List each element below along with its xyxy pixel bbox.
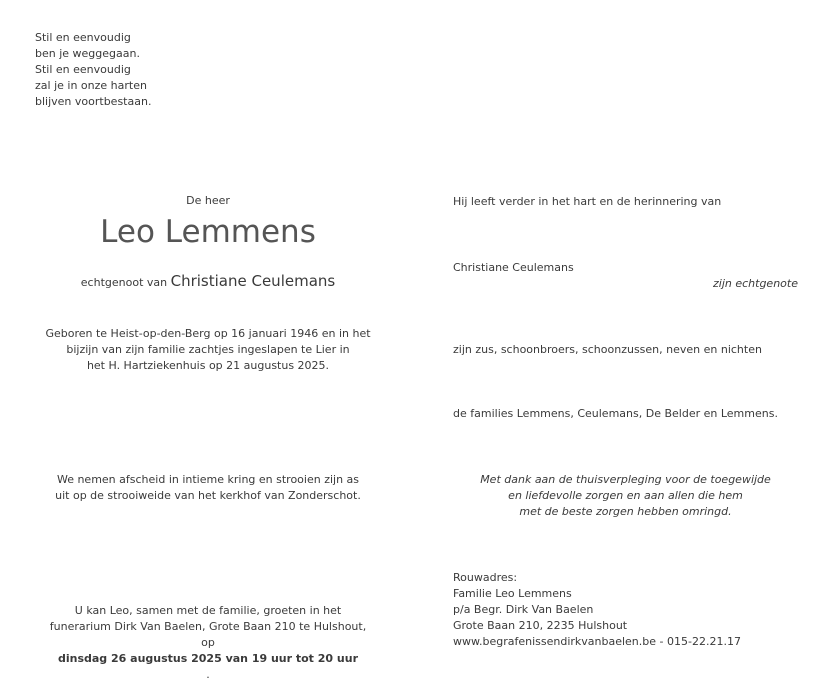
mourner-spouse-role: zijn echtgenote	[713, 277, 798, 290]
poem-line: blijven voortbestaan.	[35, 95, 152, 108]
visit-line: U kan Leo, samen met de familie, groeten in het	[74, 604, 342, 617]
thanks-line: Met dank aan de thuisverpleging voor de toegewijde	[480, 473, 771, 486]
title-de-heer: De heer	[186, 194, 230, 207]
poem-line: Stil en eenvoudig	[35, 31, 131, 44]
address-line: Grote Baan 210, 2235 Hulshout	[453, 619, 628, 632]
birth-line: bijzijn van zijn familie zachtjes ingeslapen te Lier in	[66, 343, 350, 356]
poem-line: Stil en eenvoudig	[35, 63, 131, 76]
birth-death-text	[40, 326, 376, 374]
thanks-line: met de beste zorgen hebben omringd.	[519, 505, 732, 518]
poem-line: ben je weggegaan.	[35, 47, 140, 60]
spouse-line	[40, 273, 376, 291]
address-line: p/a Begr. Dirk Van Baelen	[453, 603, 594, 616]
visit-date: dinsdag 26 augustus 2025 van 19 uur tot 20 uur	[57, 652, 358, 665]
farewell-text	[40, 472, 376, 504]
poem-line: zal je in onze harten	[35, 79, 147, 92]
mourning-address	[453, 570, 741, 650]
visit-line: funerarium Dirk Van Baelen, Grote Baan 210 te Hulshout,	[49, 620, 367, 633]
mourner-families: de families Lemmens, Ceulemans, De Belder en Lemmens.	[453, 407, 778, 420]
poem	[35, 30, 151, 110]
address-line: Familie Leo Lemmens	[453, 587, 572, 600]
visitation-text	[40, 603, 376, 683]
farewell-line: uit op de strooiweide van het kerkhof van Zonderschot.	[55, 489, 361, 502]
address-line: Rouwadres:	[453, 571, 518, 584]
visit-prefix: op	[201, 636, 215, 649]
farewell-line: We nemen afscheid in intieme kring en strooien zijn as	[56, 473, 360, 486]
spouse-name: Christiane Ceulemans	[170, 272, 336, 290]
mourner-relatives: zijn zus, schoonbroers, schoonzussen, neven en nichten	[453, 343, 762, 356]
thanks-line: en liefdevolle zorgen en aan allen die hem	[508, 489, 743, 502]
deceased-name: Leo Lemmens	[100, 214, 316, 250]
mourner-spouse: Christiane Ceulemans	[453, 261, 574, 274]
address-line: www.begrafenissendirkvanbaelen.be - 015-22.21.17	[453, 635, 741, 648]
visit-line	[40, 635, 376, 683]
birth-line: Geboren te Heist-op-den-Berg op 16 januari 1946 en in het	[45, 327, 371, 340]
spouse-prefix: echtgenoot van	[80, 276, 168, 289]
thanks-text	[453, 472, 798, 520]
visit-suffix: .	[206, 668, 210, 681]
birth-line: het H. Hartziekenhuis op 21 augustus 2025.	[86, 359, 330, 372]
mourners-intro: Hij leeft verder in het hart en de herinnering van	[453, 195, 722, 208]
